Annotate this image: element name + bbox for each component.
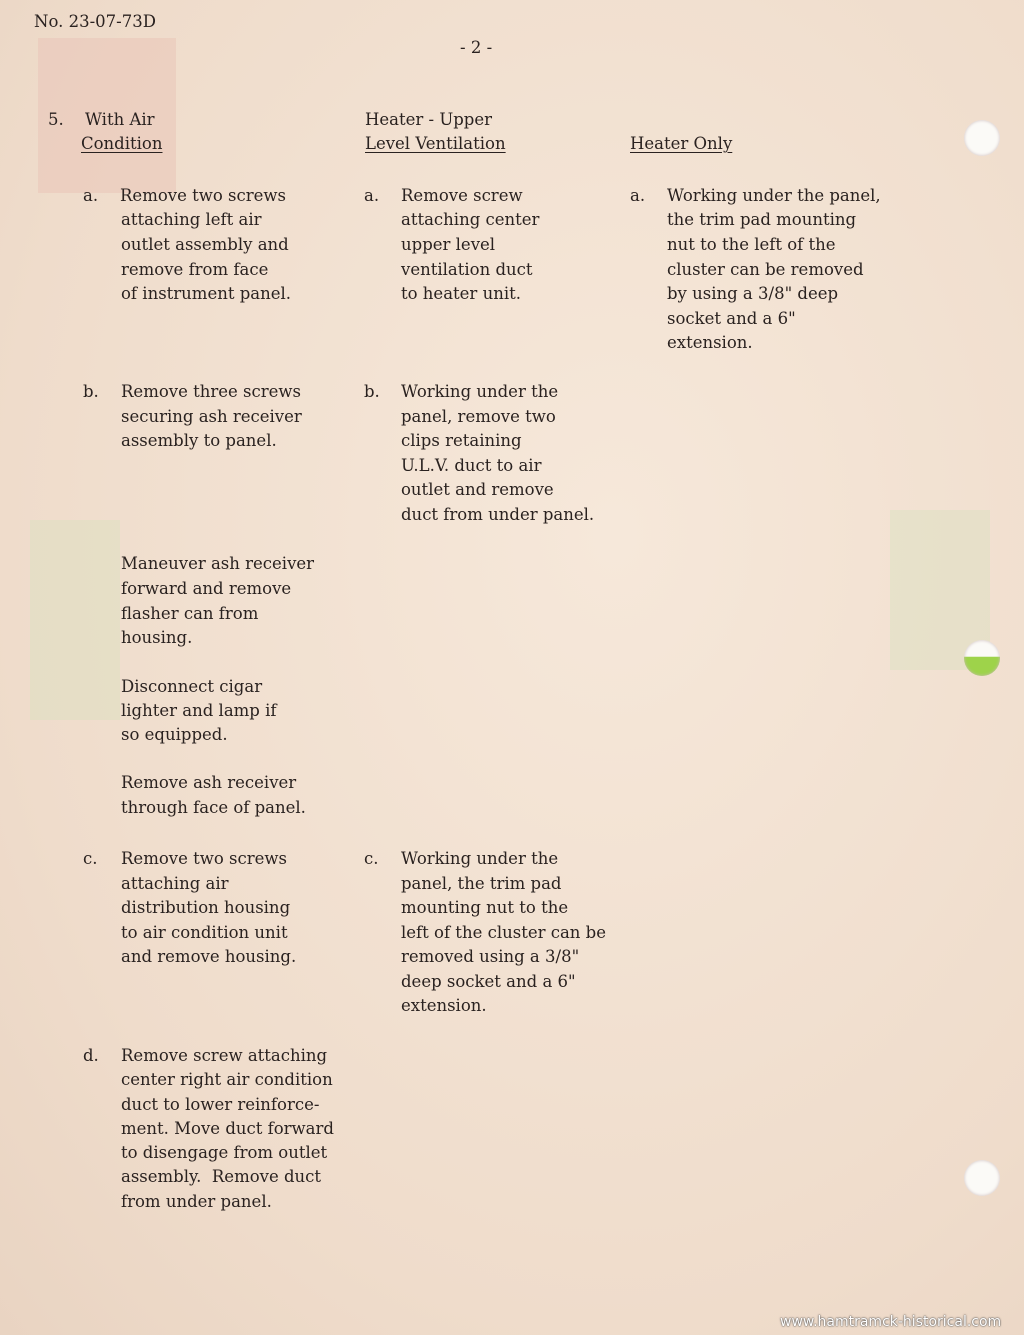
step-c-line: distribution housing bbox=[121, 898, 291, 917]
step-c-line: removed using a 3/8" bbox=[401, 947, 580, 966]
step-d-line: duct to lower reinforce- bbox=[121, 1095, 320, 1114]
step-c-line: and remove housing. bbox=[121, 947, 297, 966]
step-d-line: Remove screw attaching bbox=[121, 1046, 328, 1065]
step-a-line: Remove screw bbox=[401, 186, 523, 205]
step-label: b. bbox=[364, 382, 380, 401]
step-b-line: Disconnect cigar bbox=[121, 677, 263, 696]
step-a-line: to heater unit. bbox=[401, 284, 521, 303]
step-b-line: assembly to panel. bbox=[121, 431, 277, 450]
step-a-line: Remove two screws bbox=[120, 186, 286, 205]
step-a-line: ventilation duct bbox=[401, 260, 533, 279]
step-a-line: extension. bbox=[667, 333, 753, 352]
step-label: a. bbox=[83, 186, 99, 205]
step-d-line: from under panel. bbox=[121, 1192, 272, 1211]
step-a-line: upper level bbox=[401, 235, 496, 254]
step-d-line: ment. Move duct forward bbox=[121, 1119, 334, 1138]
step-a-line: by using a 3/8" deep bbox=[667, 284, 839, 303]
step-a-line: remove from face bbox=[121, 260, 269, 279]
step-a-line: outlet assembly and bbox=[121, 235, 289, 254]
column-heading: Heater - Upper bbox=[365, 110, 493, 129]
step-b-line: Maneuver ash receiver bbox=[121, 554, 315, 573]
step-b-line: flasher can from bbox=[121, 604, 259, 623]
step-b-line: Working under the bbox=[401, 382, 559, 401]
step-b-line: securing ash receiver bbox=[121, 407, 302, 426]
column-heading: Heater Only bbox=[630, 134, 733, 153]
step-label: b. bbox=[83, 382, 99, 401]
column-heading: With Air bbox=[85, 110, 155, 129]
site-watermark: www.hamtramck-historical.com bbox=[780, 1314, 1002, 1330]
page-number: - 2 - bbox=[460, 38, 493, 57]
step-a-line: attaching left air bbox=[121, 210, 262, 229]
step-c-line: mounting nut to the bbox=[401, 898, 569, 917]
step-b-line: outlet and remove bbox=[401, 480, 554, 499]
step-a-line: of instrument panel. bbox=[121, 284, 292, 303]
step-a-line: Working under the panel, bbox=[667, 186, 881, 205]
step-b-line: duct from under panel. bbox=[401, 505, 595, 524]
step-c-line: Working under the bbox=[401, 849, 559, 868]
step-d-line: center right air condition bbox=[121, 1070, 333, 1089]
step-b-line: panel, remove two bbox=[401, 407, 556, 426]
step-c-line: deep socket and a 6" bbox=[401, 972, 576, 991]
step-d-line: to disengage from outlet bbox=[121, 1143, 328, 1162]
step-d-line: assembly. Remove duct bbox=[121, 1167, 322, 1186]
column-heading: Level Ventilation bbox=[365, 134, 506, 153]
document-number: No. 23-07-73D bbox=[34, 12, 156, 31]
binder-hole bbox=[964, 120, 1000, 156]
step-c-line: Remove two screws bbox=[121, 849, 287, 868]
step-c-line: panel, the trim pad bbox=[401, 874, 562, 893]
step-b-line: forward and remove bbox=[121, 579, 292, 598]
section-number: 5. bbox=[48, 110, 64, 129]
step-c-line: attaching air bbox=[121, 874, 229, 893]
step-b-line: lighter and lamp if bbox=[121, 701, 277, 720]
step-a-line: cluster can be removed bbox=[667, 260, 864, 279]
binder-hole bbox=[964, 640, 1000, 676]
step-b-line: Remove ash receiver bbox=[121, 773, 297, 792]
step-label: a. bbox=[630, 186, 646, 205]
step-a-line: the trim pad mounting bbox=[667, 210, 857, 229]
bleed-through-stain bbox=[30, 520, 120, 720]
step-a-line: attaching center bbox=[401, 210, 540, 229]
step-b-line: U.L.V. duct to air bbox=[401, 456, 542, 475]
step-c-line: left of the cluster can be bbox=[401, 923, 606, 942]
step-b-line: through face of panel. bbox=[121, 798, 306, 817]
step-b-line: housing. bbox=[121, 628, 193, 647]
step-a-line: nut to the left of the bbox=[667, 235, 836, 254]
step-c-line: to air condition unit bbox=[121, 923, 288, 942]
step-b-line: Remove three screws bbox=[121, 382, 301, 401]
step-b-line: clips retaining bbox=[401, 431, 522, 450]
step-a-line: socket and a 6" bbox=[667, 309, 796, 328]
step-label: c. bbox=[83, 849, 98, 868]
step-label: d. bbox=[83, 1046, 99, 1065]
step-b-line: so equipped. bbox=[121, 725, 228, 744]
binder-hole bbox=[964, 1160, 1000, 1196]
column-heading: Condition bbox=[81, 134, 163, 153]
step-label: a. bbox=[364, 186, 380, 205]
step-c-line: extension. bbox=[401, 996, 487, 1015]
step-label: c. bbox=[364, 849, 379, 868]
